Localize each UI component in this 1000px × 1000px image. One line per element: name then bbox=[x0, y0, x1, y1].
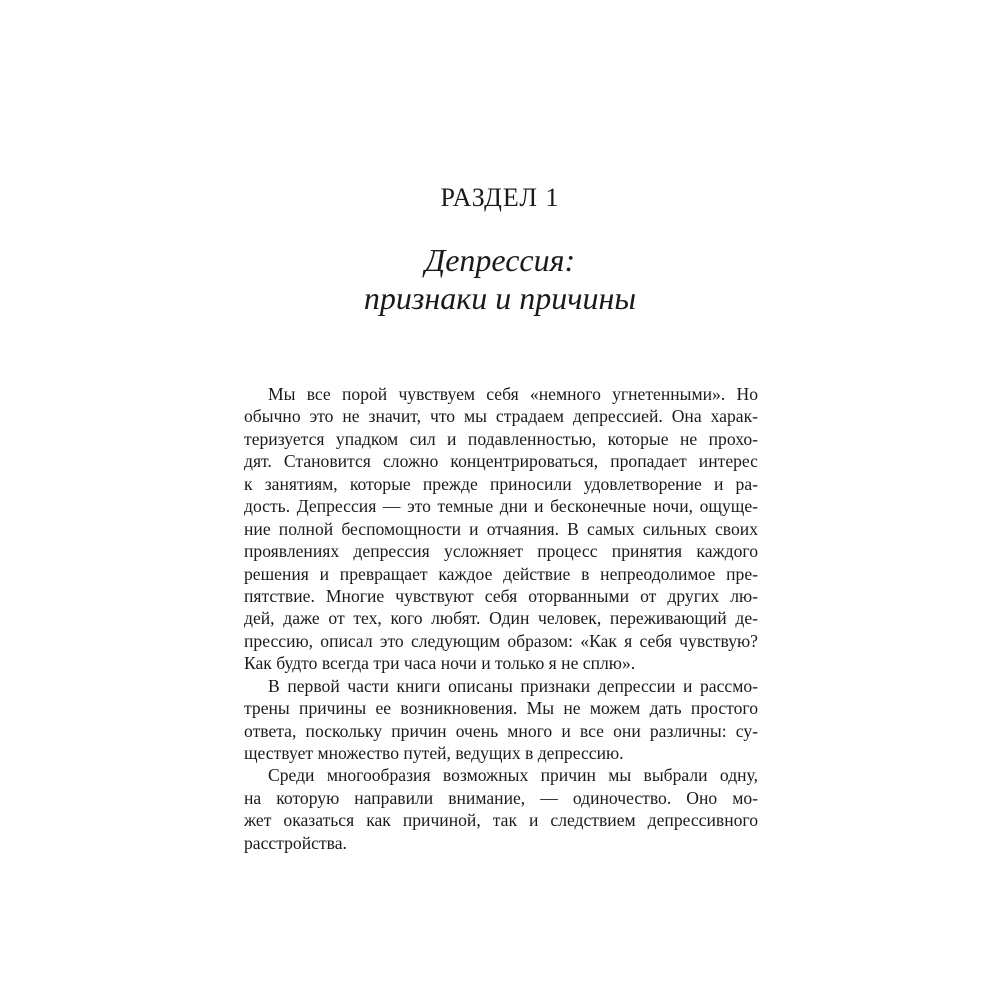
paragraph-1-line: Мы все порой чувствуем себя «немного угнетенными». Но bbox=[268, 384, 758, 404]
paragraph-1-line: дей, даже от тех, кого любят. Один человек, переживающий де- bbox=[244, 608, 758, 629]
paragraph-1-line: дят. Становится сложно концентрироваться, пропадает интерес bbox=[244, 451, 758, 472]
chapter-title bbox=[0, 241, 1000, 317]
paragraph-1-line: Как будто всегда три часа ночи и только я не сплю». bbox=[244, 653, 636, 674]
paragraph-1-line: к занятиям, которые прежде приносили удовлетворение и ра- bbox=[244, 473, 758, 494]
paragraph-1-line: проявлениях депрессия усложняет процесс принятия каждого bbox=[244, 541, 758, 562]
paragraph-3-line: на которую направили внимание, — одиночество. Оно мо- bbox=[244, 787, 758, 808]
paragraph-2-line: трены причины ее возникновения. Мы не можем дать простого bbox=[244, 698, 758, 719]
section-label: РАЗДЕЛ 1 bbox=[440, 183, 560, 212]
paragraph-1-line: дость. Депрессия — это темные дни и бесконечные ночи, ощуще- bbox=[244, 496, 758, 517]
paragraph-1-line: обычно это не значит, что мы страдаем депрессией. Она харак- bbox=[244, 406, 758, 427]
paragraph-3-line: жет оказаться как причиной, так и следствием депрессивного bbox=[244, 810, 758, 831]
paragraph-2-line: ответа, поскольку причин очень много и все они различны: су- bbox=[244, 720, 758, 741]
paragraph-3-line: расстройства. bbox=[244, 832, 347, 853]
paragraph-1-line: ние полной беспомощности и отчаяния. В самых сильных своих bbox=[244, 518, 758, 539]
paragraph-3-line: Среди многообразия возможных причин мы выбрали одну, bbox=[268, 765, 758, 786]
paragraph-1-line: решения и превращает каждое действие в непреодолимое пре- bbox=[244, 563, 758, 584]
body-text bbox=[244, 383, 758, 854]
paragraph-2-line: ществует множество путей, ведущих в депрессию. bbox=[244, 743, 624, 763]
paragraph-2-line: В первой части книги описаны признаки депрессии и рассмо- bbox=[268, 675, 758, 696]
paragraph-1-line: прессию, описал это следующим образом: «Как я себя чувствую? bbox=[244, 630, 758, 651]
paragraph-1-line: теризуется упадком сил и подавленностью, которые не прохо- bbox=[244, 428, 758, 449]
paragraph-1-line: пятствие. Многие чувствуют себя оторванными от других лю- bbox=[244, 585, 758, 606]
chapter-title-line-2: признаки и причины bbox=[363, 280, 637, 316]
chapter-title-line-1: Депрессия: bbox=[424, 242, 576, 278]
